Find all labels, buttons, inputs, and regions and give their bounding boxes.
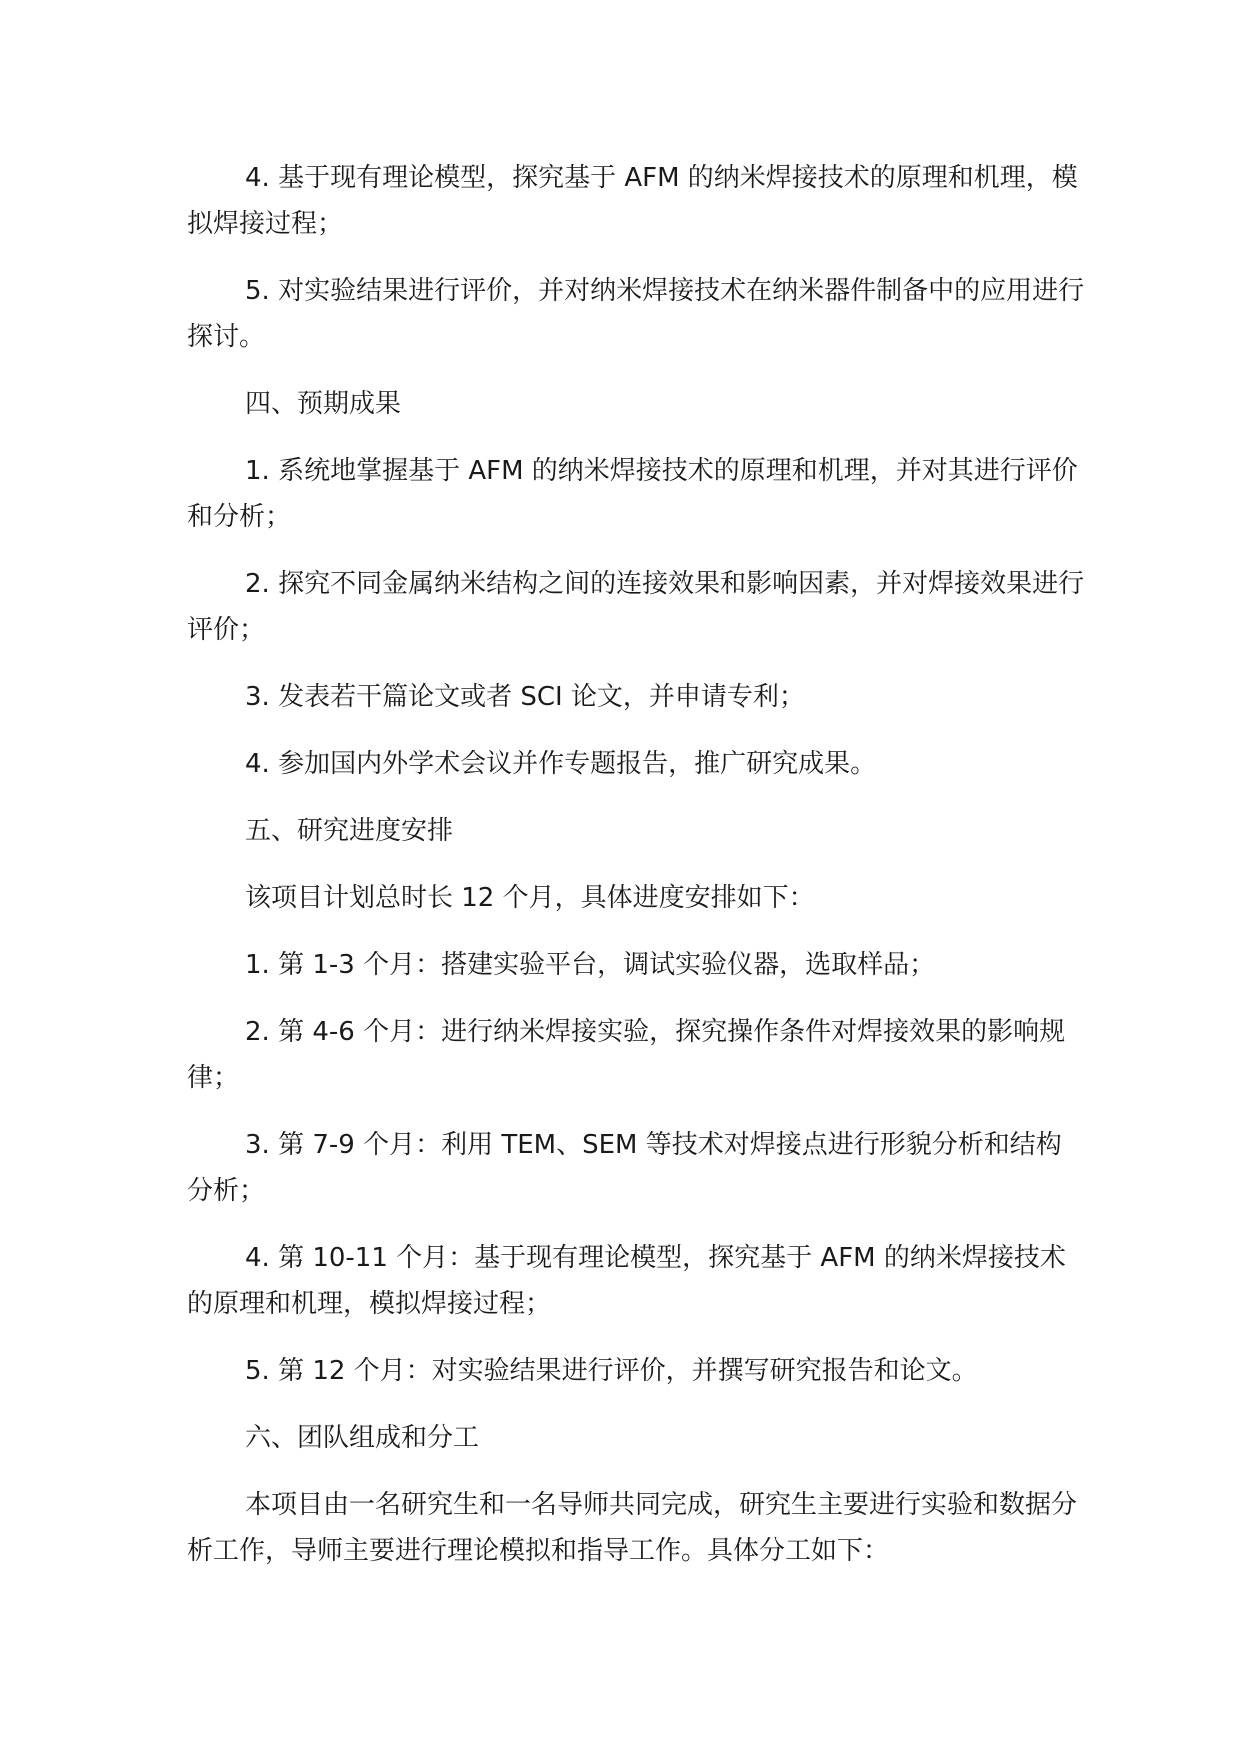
paragraph-team-intro: 本项目由一名研究生和一名导师共同完成，研究生主要进行实验和数据分析工作，导师主要进行理论模拟和指导工作。具体分工如下： bbox=[187, 1490, 1078, 1566]
section-heading-schedule: 五、研究进度安排 bbox=[245, 816, 454, 846]
paragraph-schedule-1: 1. 第 1-3 个月：搭建实验平台，调试实验仪器，选取样品； bbox=[245, 950, 936, 980]
paragraph-schedule-4: 4. 第 10-11 个月：基于现有理论模型，探究基于 AFM 的纳米焊接技术的原理和机理，模拟焊接过程； bbox=[187, 1243, 1066, 1319]
paragraph-item-5-evaluation: 5. 对实验结果进行评价，并对纳米焊接技术在纳米器件制备中的应用进行探讨。 bbox=[187, 276, 1085, 352]
paragraph-result-3: 3. 发表若干篇论文或者 SCI 论文，并申请专利； bbox=[245, 682, 805, 712]
paragraph-schedule-intro: 该项目计划总时长 12 个月，具体进度安排如下： bbox=[245, 883, 815, 913]
document-page bbox=[187, 155, 1087, 1595]
section-heading-team: 六、团队组成和分工 bbox=[245, 1423, 480, 1453]
paragraph-result-1: 1. 系统地掌握基于 AFM 的纳米焊接技术的原理和机理，并对其进行评价和分析； bbox=[187, 456, 1078, 532]
paragraph-result-2: 2. 探究不同金属纳米结构之间的连接效果和影响因素，并对焊接效果进行评价； bbox=[187, 569, 1085, 645]
paragraph-result-4: 4. 参加国内外学术会议并作专题报告，推广研究成果。 bbox=[245, 749, 877, 779]
paragraph-schedule-5: 5. 第 12 个月：对实验结果进行评价，并撰写研究报告和论文。 bbox=[245, 1356, 978, 1386]
section-heading-expected-results: 四、预期成果 bbox=[245, 389, 402, 419]
paragraph-schedule-2: 2. 第 4-6 个月：进行纳米焊接实验，探究操作条件对焊接效果的影响规律； bbox=[187, 1017, 1066, 1093]
paragraph-schedule-3: 3. 第 7-9 个月：利用 TEM、SEM 等技术对焊接点进行形貌分析和结构分析； bbox=[187, 1130, 1062, 1206]
paragraph-item-4-afm-theory: 4. 基于现有理论模型，探究基于 AFM 的纳米焊接技术的原理和机理，模拟焊接过程； bbox=[187, 163, 1078, 239]
